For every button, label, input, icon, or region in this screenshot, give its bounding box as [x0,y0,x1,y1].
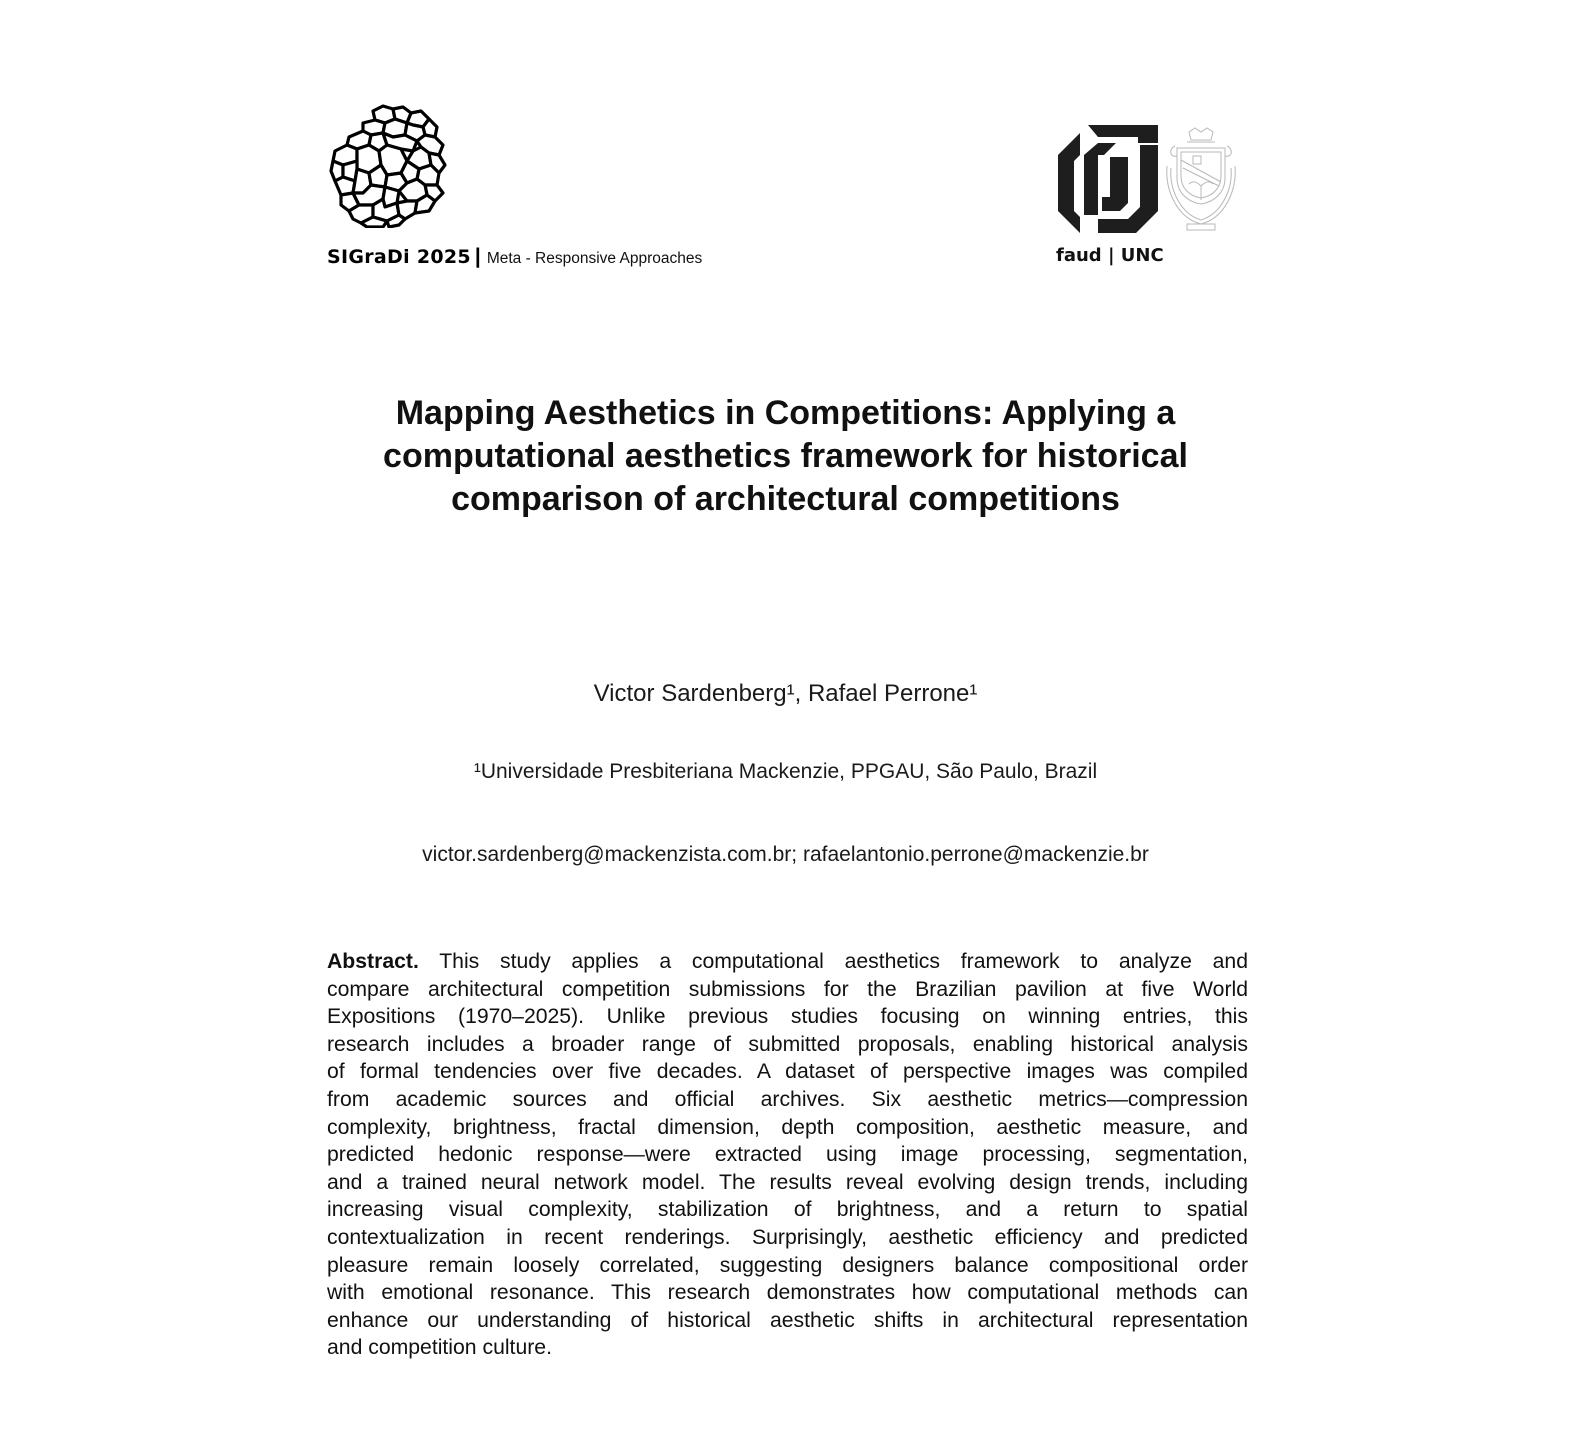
author-emails: victor.sardenberg@mackenzista.com.br; rafaelantonio.perrone@mackenzie.br [422,843,1149,866]
abstract-line: of formal tendencies over five decades. A dataset of perspective images was compiled [327,1060,1248,1084]
conference-caption [327,245,702,269]
faud-unc-caption: faud | UNC [1056,245,1164,266]
abstract-line: increasing visual complexity, stabilization of brightness, and a return to spatial [327,1198,1248,1222]
faud-logo-icon [1058,125,1158,233]
abstract-line: with emotional resonance. This research demonstrates how computational methods can [327,1281,1248,1305]
conference-theme: Meta - Responsive Approaches [486,250,703,267]
abstract-line: research includes a broader range of submitted proposals, enabling historical analysis [327,1032,1248,1056]
unc-crest-icon [1163,126,1239,234]
sigradi-logo-icon [327,103,452,228]
abstract-line: and a trained neural network model. The results reveal evolving design trends, including [327,1170,1248,1194]
abstract-line: contextualization in recent renderings. Surprisingly, aesthetic efficiency and predicted [327,1225,1248,1249]
abstract-line: enhance our understanding of historical aesthetic shifts in architectural representation [327,1308,1248,1332]
caption-separator: | [474,245,481,268]
authors: Victor Sardenberg¹, Rafael Perrone¹ [593,680,978,707]
abstract-line: predicted hedonic response—were extracted using image processing, segmentation, [327,1143,1248,1167]
abstract-line [327,948,1248,976]
abstract [327,948,1248,1362]
abstract-text: This study applies a computational aesthetics framework to analyze and [418,950,1248,973]
paper-title [300,392,1271,521]
title-line: computational aesthetics framework for historical [383,437,1188,475]
conference-name: SIGraDi 2025 [327,246,471,268]
title-line: comparison of architectural competitions [451,480,1120,518]
abstract-line: and competition culture. [327,1336,552,1360]
title-line: Mapping Aesthetics in Competitions: Applying a [395,394,1176,432]
affiliation: ¹Universidade Presbiteriana Mackenzie, PPGAU, São Paulo, Brazil [473,760,1098,783]
abstract-line: compare architectural competition submissions for the Brazilian pavilion at five World [327,977,1248,1001]
abstract-line: Expositions (1970–2025). Unlike previous studies focusing on winning entries, this [327,1005,1248,1029]
abstract-label: Abstract. [327,950,419,973]
abstract-line: pleasure remain loosely correlated, suggesting designers balance compositional order [327,1253,1248,1277]
abstract-line: from academic sources and official archives. Six aesthetic metrics—compression [327,1087,1248,1111]
abstract-line: complexity, brightness, fractal dimension, depth composition, aesthetic measure, and [327,1115,1248,1139]
